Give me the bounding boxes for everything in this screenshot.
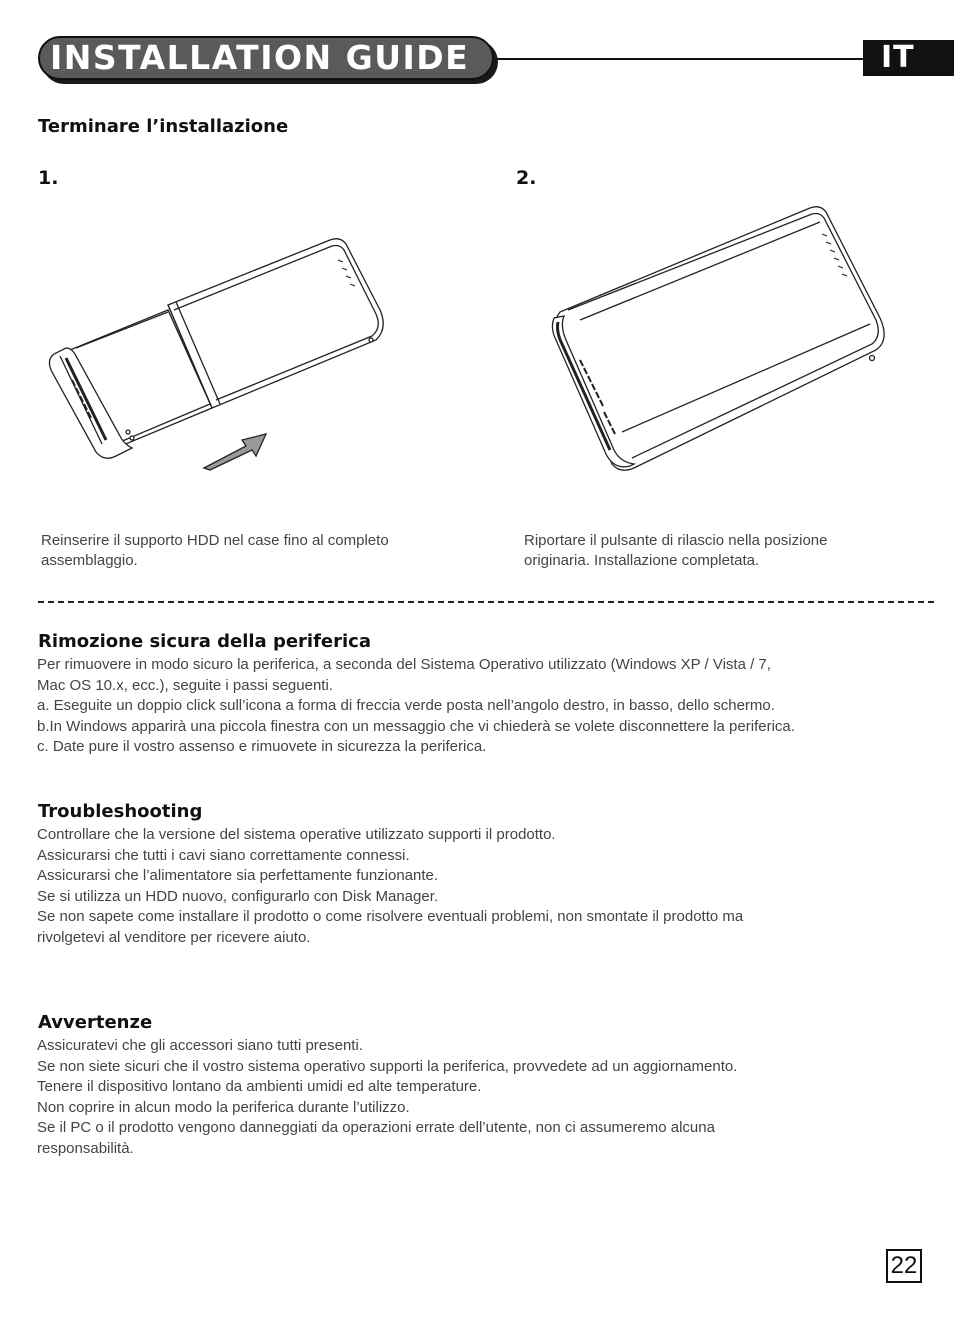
body-line: Assicurarsi che l’alimentatore sia perfettamente funzionante.	[37, 867, 439, 884]
header-banner	[38, 36, 494, 80]
body-line: a. Eseguite un doppio click sull’icona a forma di freccia verde posta nell’angolo destro, in basso, dello schermo.	[37, 697, 775, 714]
body-line: Mac OS 10.x, ecc.), seguite i passi seguenti.	[37, 676, 333, 694]
body-line: Non coprire in alcun modo la periferica durante l’utilizzo.	[37, 1098, 410, 1116]
body-line: Assicuratevi che gli accessori siano tutti presenti.	[37, 1037, 363, 1054]
body-line: Assicurarsi che tutti i cavi siano correttamente connessi.	[37, 846, 410, 864]
section-heading-troubleshooting: Troubleshooting	[38, 801, 203, 822]
figure-assembled-enclosure	[550, 200, 895, 475]
header-banner-face	[38, 36, 494, 80]
step-1-number: 1.	[38, 167, 59, 189]
section-heading-finish: Terminare l’installazione	[38, 116, 289, 137]
body-line: Se il PC o il prodotto vengono danneggiati da operazioni errate dell’utente, non ci assumeremo alcuna	[37, 1119, 715, 1136]
body-line: b.In Windows apparirà una piccola finestra con un messaggio che vi chiederà se volete disconnettere la periferica.	[37, 717, 795, 735]
warnings-body	[37, 1036, 947, 1159]
step-1-caption-line: assemblaggio.	[41, 552, 138, 569]
section-heading-warnings: Avvertenze	[38, 1012, 153, 1033]
section-heading-safe-removal: Rimozione sicura della periferica	[38, 631, 371, 652]
body-line: Se si utilizza un HDD nuovo, configurarlo con Disk Manager.	[37, 887, 439, 905]
header-rule	[496, 58, 864, 60]
step-2-number: 2.	[516, 167, 537, 189]
body-line: Se non sapete come installare il prodotto o come risolvere eventuali problemi, non smontate il prodotto ma	[37, 908, 744, 925]
step-2-caption-line: Riportare il pulsante di rilascio nella posizione	[524, 532, 828, 549]
body-line: c. Date pure il vostro assenso e rimuovete in sicurezza la periferica.	[37, 738, 487, 755]
dashed-divider	[38, 601, 934, 603]
body-line: Se non siete sicuri che il vostro sistema operativo supporti la periferica, provvedete ad un aggiornamento.	[37, 1057, 738, 1075]
step-2-caption-line: originaria. Installazione completata.	[524, 552, 760, 569]
troubleshooting-body	[37, 825, 947, 948]
step-1-caption-line: Reinserire il supporto HDD nel case fino al completo	[41, 532, 389, 549]
safe-removal-body	[37, 655, 947, 758]
insert-arrow-icon	[198, 430, 270, 472]
page-title: INSTALLATION GUIDE	[50, 38, 470, 77]
body-line: rivolgetevi al venditore per ricevere aiuto.	[37, 928, 311, 946]
body-line: Tenere il dispositivo lontano da ambienti umidi ed alte temperature.	[37, 1078, 482, 1095]
step-2-caption	[524, 531, 828, 571]
language-badge: IT	[863, 40, 954, 76]
page-number: 22	[886, 1249, 922, 1283]
body-line: responsabilità.	[37, 1139, 134, 1157]
body-line: Controllare che la versione del sistema operative utilizzato supporti il prodotto.	[37, 826, 556, 843]
body-line: Per rimuovere in modo sicuro la periferica, a seconda del Sistema Operativo utilizzato (Windows XP / Vista / 7,	[37, 656, 771, 673]
step-1-caption	[41, 531, 389, 571]
